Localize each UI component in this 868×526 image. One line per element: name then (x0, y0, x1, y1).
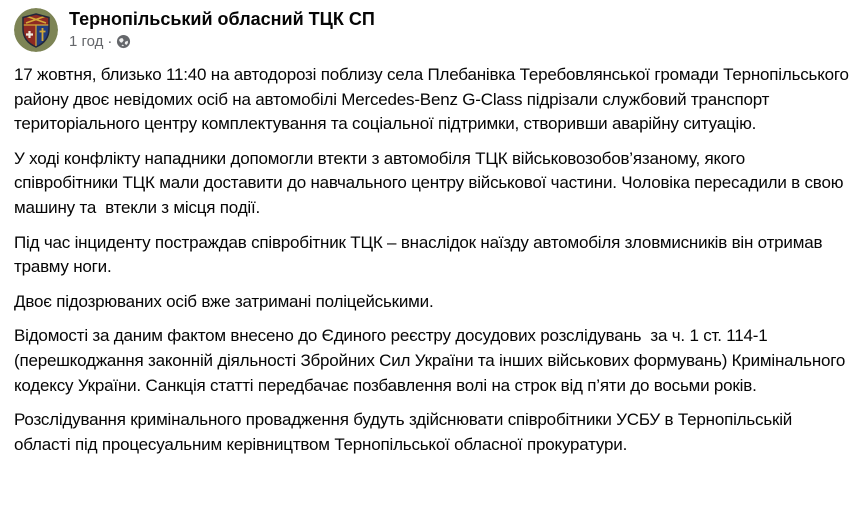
post-header (14, 8, 852, 52)
post-paragraph: 17 жовтня, близько 11:40 на автодорозі поблизу села Плебанівка Теребовлянської громади Тернопільського району двоє невідомих осіб на автомобілі Mercedes-Benz G-Class підрізали службовий транспорт територіального центру комплектування та соціальної підтримки, створивши аварійну ситуацію. (14, 65, 854, 134)
header-text (69, 9, 375, 51)
post-paragraph: Відомості за даним фактом внесено до Єдиного реєстру досудових розслідувань за ч. 1 ст. 114-1 (перешкоджання законній діяльності Збройних Сил України та інших військових формувань) Кримінального кодексу України. Санкція статті передбачає позбавлення волі на строк від п’яти до восьми років. (14, 326, 850, 395)
avatar[interactable] (14, 8, 58, 52)
timestamp[interactable]: 1 год (69, 32, 104, 50)
post-body (14, 63, 852, 457)
author-name[interactable]: Тернопільський обласний ТЦК СП (69, 9, 375, 30)
post-paragraph: Двоє підозрюваних осіб вже затримані поліцейськими. (14, 291, 434, 311)
post-meta (69, 33, 375, 51)
military-shield-emblem-icon (14, 8, 58, 52)
post-paragraph: Розслідування кримінального провадження будуть здійснювати співробітники УСБУ в Тернопільській області під процесуальним керівництвом Тернопільської обласної прокуратури. (14, 410, 797, 454)
meta-separator: · (107, 32, 113, 50)
globe-icon (116, 34, 131, 49)
post-paragraph: Під час інциденту постраждав співробітник ТЦК – внаслідок наїзду автомобіля зловмисників він отримав травму ноги. (14, 232, 827, 277)
post-paragraph: У ході конфлікту нападники допомогли втекти з автомобіля ТЦК військовозобов’язаному, якого співробітники ТЦК мали доставити до навчального центру військової частини. Чоловіка пересадили в свою машину та втекли з місця події. (14, 148, 848, 217)
